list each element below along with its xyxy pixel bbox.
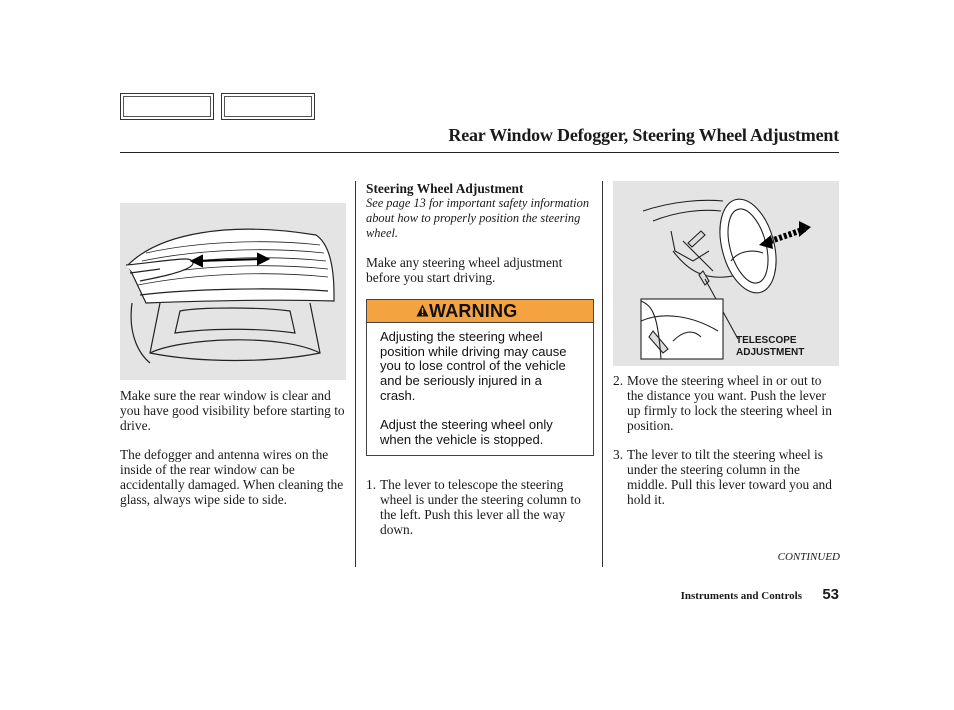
callout-line-2: ADJUSTMENT <box>736 347 805 358</box>
section-heading: Steering Wheel Adjustment <box>366 181 524 196</box>
column-divider-1 <box>355 181 356 567</box>
continued-label: CONTINUED <box>777 551 840 563</box>
nav-button-index[interactable] <box>221 93 315 120</box>
telescope-callout <box>736 335 804 359</box>
column-divider-2 <box>602 181 603 567</box>
warning-text-1: Adjusting the steering wheel position while driving may cause you to lose control of the vehicle and be seriously injured in a crash. <box>380 329 567 403</box>
header-rule <box>120 152 839 153</box>
step-1 <box>366 477 592 539</box>
step-2 <box>613 373 839 435</box>
step-3 <box>613 447 839 509</box>
step-3-number: 3. <box>613 447 624 462</box>
warning-triangle-icon <box>416 304 429 317</box>
step-1-number: 1. <box>366 477 377 492</box>
step-2-number: 2. <box>613 373 624 388</box>
warning-box <box>366 299 594 456</box>
page-title: Rear Window Defogger, Steering Wheel Adjustment <box>448 125 839 145</box>
step-1-text: The lever to telescope the steering wheel is under the steering column to the left. Push this lever all the way down. <box>380 477 581 537</box>
left-paragraph-2: The defogger and antenna wires on the inside of the rear window can be accidentally damaged. When cleaning the glass, always wipe side to side. <box>120 447 344 507</box>
callout-line-1: TELESCOPE <box>736 335 797 346</box>
steering-wheel-illustration <box>613 181 839 366</box>
footer-section: Instruments and Controls <box>680 590 802 602</box>
intro-paragraph: Make any steering wheel adjustment before you start driving. <box>366 255 563 285</box>
warning-header <box>367 300 593 323</box>
warning-label: WARNING <box>429 301 518 321</box>
left-paragraph-1: Make sure the rear window is clear and you have good visibility before starting to drive. <box>120 388 345 433</box>
nav-button-contents[interactable] <box>120 93 214 120</box>
safety-note: See page 13 for important safety information about how to properly position the steering wheel. <box>366 196 590 240</box>
warning-text-2: Adjust the steering wheel only when the vehicle is stopped. <box>380 417 553 447</box>
rear-window-illustration <box>120 203 346 380</box>
page-number: 53 <box>822 586 839 603</box>
step-2-text: Move the steering wheel in or out to the distance you want. Push the lever up firmly to lock the steering wheel in position. <box>627 373 832 433</box>
step-3-text: The lever to tilt the steering wheel is under the steering column in the middle. Pull this lever toward you and hold it. <box>627 447 832 507</box>
